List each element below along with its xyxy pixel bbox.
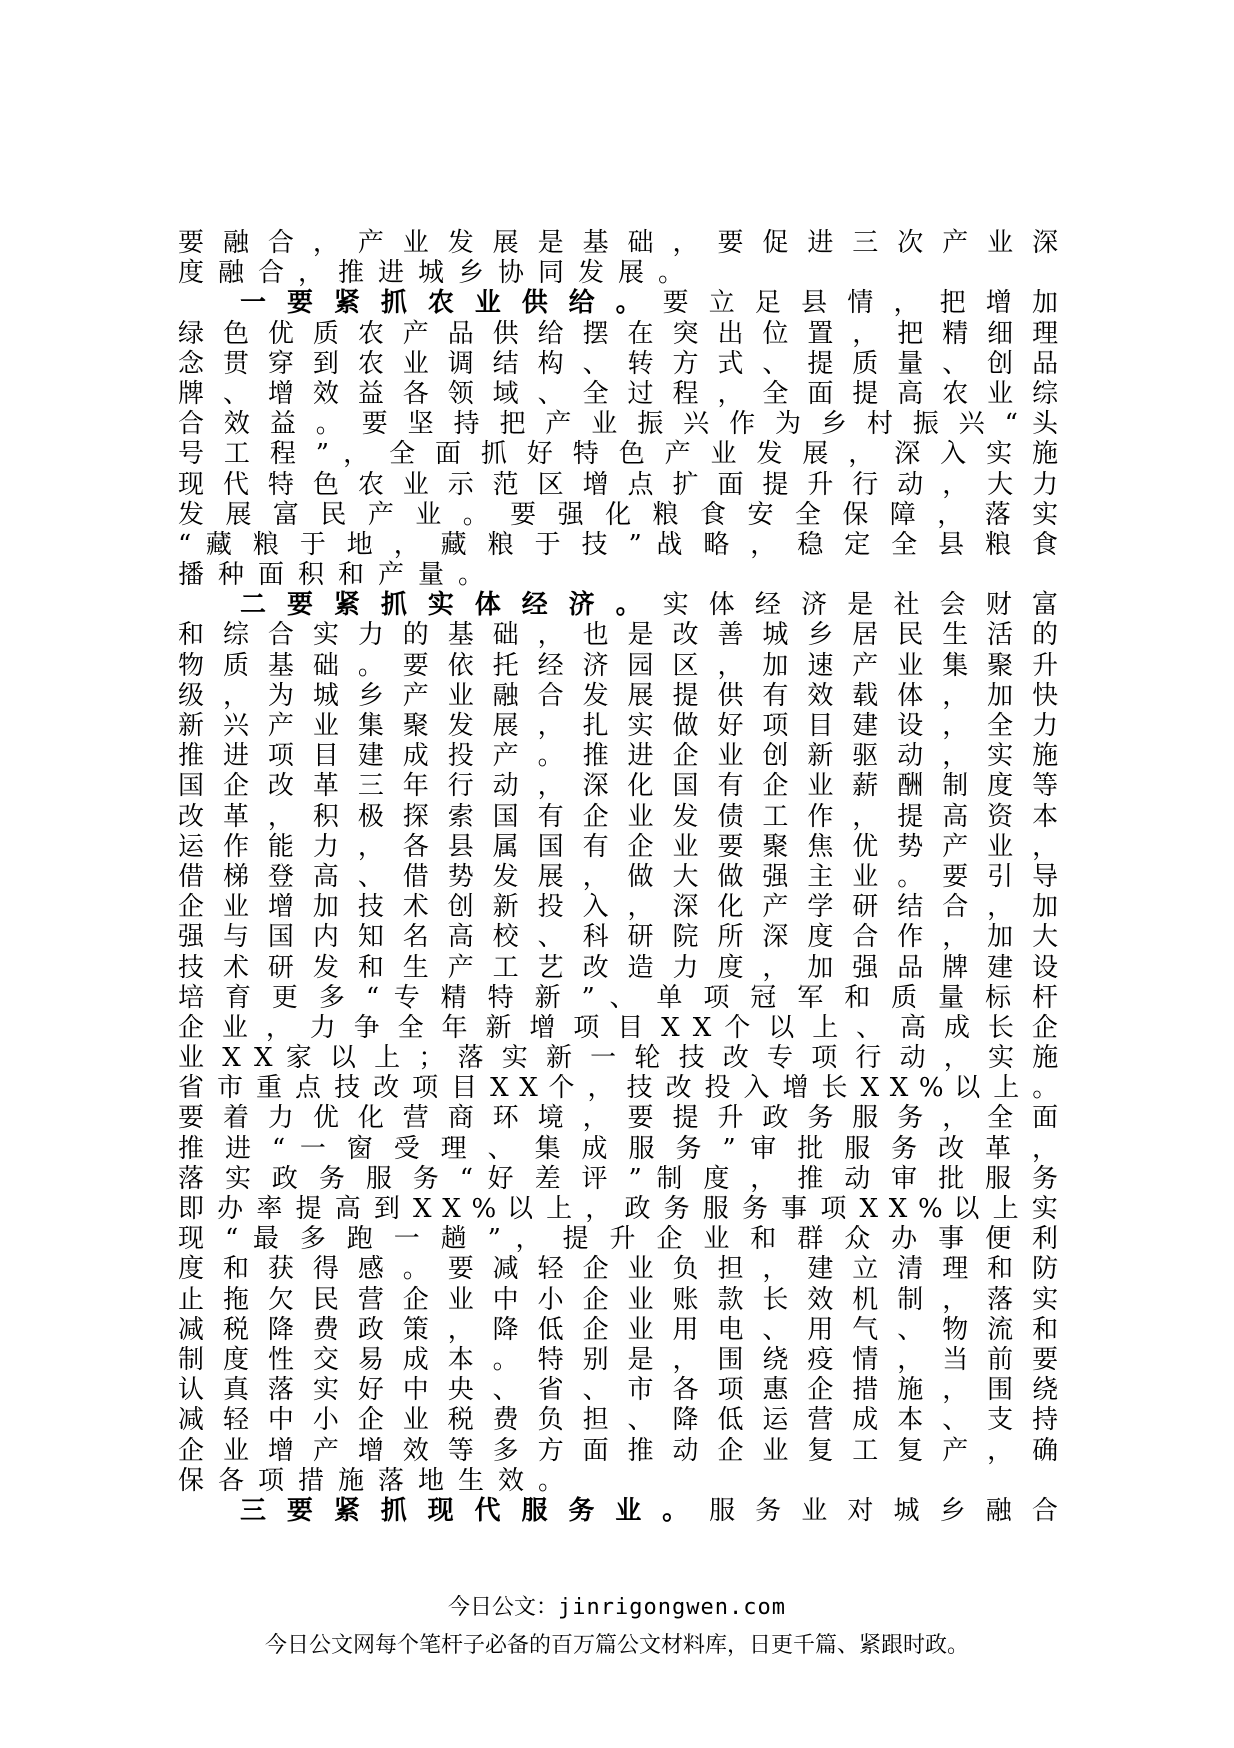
line-text: 念 贯 穿 到 农 业 调 结 构 、 转 方 式 、 提 质 量 、 创 品 bbox=[178, 348, 1059, 379]
body-text-line bbox=[178, 1375, 1058, 1405]
line-text: 服 务 业 对 城 乡 融 合 bbox=[709, 1495, 1058, 1526]
section-heading-line bbox=[178, 288, 1058, 318]
line-text: 号 工 程 ” ， 全 面 抓 好 特 色 产 业 发 展 ， 深 入 实 施 bbox=[178, 439, 1058, 470]
section-heading: 三 要 紧 抓 现 代 服 务 业 。 bbox=[240, 1495, 695, 1526]
body-text-line bbox=[178, 1315, 1058, 1345]
body-text-line bbox=[178, 1073, 1058, 1103]
line-text: 止 拖 欠 民 营 企 业 中 小 企 业 账 款 长 效 机 制 ， 落 实 bbox=[178, 1284, 1059, 1315]
footer-site-label: 今日公文： bbox=[448, 1595, 559, 1620]
body-text-line bbox=[178, 832, 1058, 862]
line-text: 实 体 经 济 是 社 会 财 富 bbox=[662, 590, 1058, 621]
body-text-line bbox=[178, 379, 1058, 409]
footer-slogan: 今日公文网每个笔杆子必备的百万篇公文材料库，日更千篇、紧跟时政。 bbox=[264, 1633, 969, 1658]
line-text: 播种面积和产量。 bbox=[178, 560, 499, 591]
body-text-line bbox=[178, 651, 1058, 681]
line-text: 强 与 国 内 知 名 高 校 、 科 研 院 所 深 度 合 作 ， 加 大 bbox=[178, 922, 1059, 953]
body-text-line bbox=[178, 681, 1058, 711]
line-text: 国 企 改 革 三 年 行 动 ， 深 化 国 有 企 业 薪 酬 制 度 等 bbox=[178, 771, 1059, 802]
body-text-line bbox=[178, 620, 1058, 650]
line-text: 企 业 增 加 技 术 创 新 投 入 ， 深 化 产 学 研 结 合 ， 加 bbox=[178, 892, 1059, 923]
line-text: 推 进 “ 一 窗 受 理 、 集 成 服 务 ” 审 批 服 务 改 革 ， bbox=[178, 1133, 1059, 1164]
section-heading-line bbox=[178, 590, 1058, 620]
line-text: 要 立 足 县 情 ， 把 增 加 bbox=[662, 288, 1058, 319]
line-text: 绿 色 优 质 农 产 品 供 给 摆 在 突 出 位 置 ， 把 精 细 理 bbox=[178, 318, 1059, 349]
body-text-line bbox=[178, 1466, 1058, 1496]
footer-site-line bbox=[0, 1590, 1234, 1621]
line-text: 要 融 合 ， 产 业 发 展 是 基 础 ， 要 促 进 三 次 产 业 深 bbox=[178, 228, 1059, 258]
line-text: 认 真 落 实 好 中 央 、 省 、 市 各 项 惠 企 措 施 ， 围 绕 bbox=[178, 1375, 1059, 1406]
body-text-line bbox=[178, 1285, 1058, 1315]
line-text: 培 育 更 多 “ 专 精 特 新 ” 、 单 项 冠 军 和 质 量 标 杆 bbox=[178, 982, 1059, 1013]
body-text-line bbox=[178, 1436, 1058, 1466]
line-text: 省 市 重 点 技 改 项 目 X X 个 ， 技 改 投 入 增 长 X X % 以 上 。 bbox=[178, 1073, 1059, 1104]
body-text-line bbox=[178, 922, 1058, 952]
body-text-line bbox=[178, 439, 1058, 469]
line-text: 推 进 项 目 建 成 投 产 。 推 进 企 业 创 新 驱 动 ， 实 施 bbox=[178, 741, 1059, 772]
line-text: 技 术 研 发 和 生 产 工 艺 改 造 力 度 ， 加 强 品 牌 建 设 bbox=[178, 952, 1059, 983]
line-text: 级 ， 为 城 乡 产 业 融 合 发 展 提 供 有 效 载 体 ， 加 快 bbox=[178, 680, 1059, 711]
section-heading-line bbox=[178, 1496, 1058, 1526]
line-text: 物 质 基 础 。 要 依 托 经 济 园 区 ， 加 速 产 业 集 聚 升 bbox=[178, 650, 1059, 681]
line-text: 制 度 性 交 易 成 本 。 特 别 是 ， 围 绕 疫 情 ， 当 前 要 bbox=[178, 1344, 1059, 1375]
body-text-line bbox=[178, 802, 1058, 832]
section-heading: 一 要 紧 抓 农 业 供 给 。 bbox=[240, 288, 648, 319]
document-body bbox=[178, 228, 1058, 1526]
body-text-line bbox=[178, 1013, 1058, 1043]
line-text: 落 实 政 务 服 务 “ 好 差 评 ” 制 度 ， 推 动 审 批 服 务 bbox=[178, 1163, 1059, 1194]
section-heading: 二 要 紧 抓 实 体 经 济 。 bbox=[240, 590, 648, 621]
line-text: 保各项措施落地生效。 bbox=[178, 1465, 579, 1496]
line-text: 借 梯 登 高 、 借 势 发 展 ， 做 大 做 强 主 业 。 要 引 导 bbox=[178, 861, 1059, 892]
body-text-line bbox=[178, 1043, 1058, 1073]
line-text: 牌 、 增 效 益 各 领 域 、 全 过 程 ， 全 面 提 高 农 业 综 bbox=[178, 378, 1059, 409]
body-text-line bbox=[178, 741, 1058, 771]
line-text: 现 代 特 色 农 业 示 范 区 增 点 扩 面 提 升 行 动 ， 大 力 bbox=[178, 469, 1059, 500]
body-text-line bbox=[178, 953, 1058, 983]
line-text: 度融合，推进城乡协同发展。 bbox=[178, 258, 699, 289]
body-text-line bbox=[178, 1164, 1058, 1194]
line-text: 度 和 获 得 感 。 要 减 轻 企 业 负 担 ， 建 立 清 理 和 防 bbox=[178, 1254, 1059, 1285]
body-text-line bbox=[178, 711, 1058, 741]
line-text: 减 轻 中 小 企 业 税 费 负 担 、 降 低 运 营 成 本 、 支 持 bbox=[178, 1405, 1059, 1436]
line-text: 发 展 富 民 产 业 。 要 强 化 粮 食 安 全 保 障 ， 落 实 bbox=[178, 499, 1059, 530]
body-text-line bbox=[178, 560, 1058, 590]
line-text: 运 作 能 力 ， 各 县 属 国 有 企 业 要 聚 焦 优 势 产 业 ， bbox=[178, 831, 1059, 862]
body-text-line bbox=[178, 319, 1058, 349]
body-text-line bbox=[178, 1405, 1058, 1435]
line-text: 减 税 降 费 政 策 ， 降 低 企 业 用 电 、 用 气 、 物 流 和 bbox=[178, 1314, 1059, 1345]
body-text-line bbox=[178, 1103, 1058, 1133]
line-text: “ 藏 粮 于 地 ， 藏 粮 于 技 ” 战 略 ， 稳 定 全 县 粮 食 bbox=[178, 529, 1059, 560]
line-text: 现 “ 最 多 跑 一 趟 ” ， 提 升 企 业 和 群 众 办 事 便 利 bbox=[178, 1224, 1059, 1255]
body-text-line bbox=[178, 470, 1058, 500]
body-text-line bbox=[178, 862, 1058, 892]
body-text-line bbox=[178, 500, 1058, 530]
body-text-line bbox=[178, 892, 1058, 922]
body-text-line bbox=[178, 1224, 1058, 1254]
line-text: 即 办 率 提 高 到 X X % 以 上 ， 政 务 服 务 事 项 X X % 以 上 实 bbox=[178, 1194, 1058, 1224]
body-text-line bbox=[178, 1134, 1058, 1164]
line-text: 新 兴 产 业 集 聚 发 展 ， 扎 实 做 好 项 目 建 设 ， 全 力 bbox=[178, 711, 1059, 741]
line-text: 改 革 ， 积 极 探 索 国 有 企 业 发 债 工 作 ， 提 高 资 本 bbox=[178, 801, 1059, 832]
body-text-line bbox=[178, 1194, 1058, 1224]
body-text-line bbox=[178, 1345, 1058, 1375]
line-text: 企 业 增 产 增 效 等 多 方 面 推 动 企 业 复 工 复 产 ， 确 bbox=[178, 1435, 1059, 1466]
footer-site-url[interactable]: jinrigongwen.com bbox=[558, 1595, 786, 1620]
line-text: 和 综 合 实 力 的 基 础 ， 也 是 改 善 城 乡 居 民 生 活 的 bbox=[178, 620, 1059, 651]
body-text-line bbox=[178, 983, 1058, 1013]
body-text-line bbox=[178, 1254, 1058, 1284]
line-text: 业 X X 家 以 上 ； 落 实 新 一 轮 技 改 专 项 行 动 ， 实 施 bbox=[178, 1043, 1059, 1074]
body-text-line bbox=[178, 409, 1058, 439]
body-text-line bbox=[178, 349, 1058, 379]
line-text: 合 效 益 。 要 坚 持 把 产 业 振 兴 作 为 乡 村 振 兴 “ 头 bbox=[178, 409, 1058, 440]
body-text-line bbox=[178, 530, 1058, 560]
body-text-line bbox=[178, 258, 1058, 288]
line-text: 要 着 力 优 化 营 商 环 境 ， 要 提 升 政 务 服 务 ， 全 面 bbox=[178, 1103, 1059, 1134]
body-text-line bbox=[178, 228, 1058, 258]
body-text-line bbox=[178, 771, 1058, 801]
line-text: 企 业 ， 力 争 全 年 新 增 项 目 X X 个 以 上 、 高 成 长 企 bbox=[178, 1012, 1058, 1043]
